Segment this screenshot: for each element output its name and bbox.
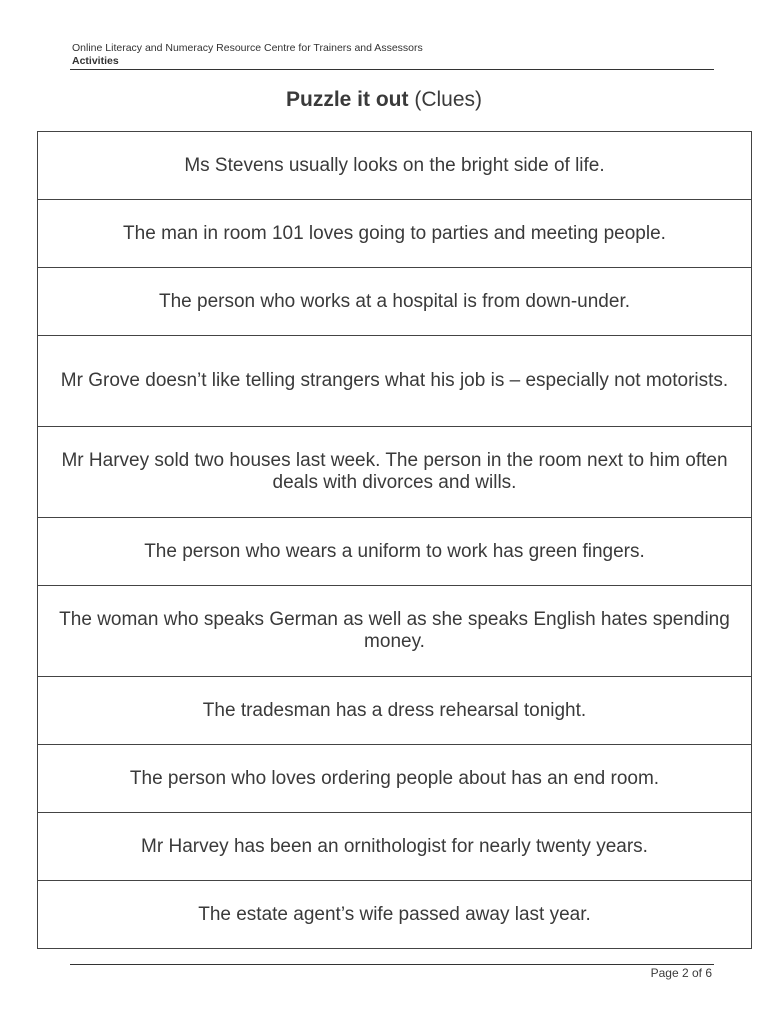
clue-cell: The person who works at a hospital is from down-under. [38,268,752,336]
table-row [38,586,752,677]
page-title [0,86,768,114]
table-row [38,745,752,813]
page-number: Page 2 of 6 [650,966,712,980]
clue-cell: The person who loves ordering people about has an end room. [38,745,752,813]
title-suffix: (Clues) [414,88,483,111]
clue-cell: Mr Harvey has been an ornithologist for nearly twenty years. [38,813,752,881]
table-row [38,813,752,881]
clue-cell: The man in room 101 loves going to parties and meeting people. [38,200,752,268]
header-organisation: Online Literacy and Numeracy Resource Centre for Trainers and Assessors [72,42,423,54]
page-header [72,42,714,68]
clue-cell: Ms Stevens usually looks on the bright side of life. [38,132,752,200]
table-row [38,881,752,949]
footer-divider [70,964,714,965]
clue-cell: Mr Grove doesn’t like telling strangers what his job is – especially not motorists. [38,336,752,427]
table-row [38,518,752,586]
clue-cell: The woman who speaks German as well as she speaks English hates spending money. [38,586,752,677]
clue-cell: The estate agent’s wife passed away last year. [38,881,752,949]
table-row [38,268,752,336]
table-row [38,132,752,200]
table-row [38,336,752,427]
header-section: Activities [72,55,119,67]
table-row [38,200,752,268]
clue-cell: The tradesman has a dress rehearsal tonight. [38,677,752,745]
header-divider [70,69,714,70]
clue-cell: Mr Harvey sold two houses last week. The person in the room next to him often deals with divorces and wills. [38,427,752,518]
clue-cell: The person who wears a uniform to work has green fingers. [38,518,752,586]
table-row [38,677,752,745]
table-row [38,427,752,518]
clues-table [37,131,752,949]
title-main: Puzzle it out [285,88,409,111]
